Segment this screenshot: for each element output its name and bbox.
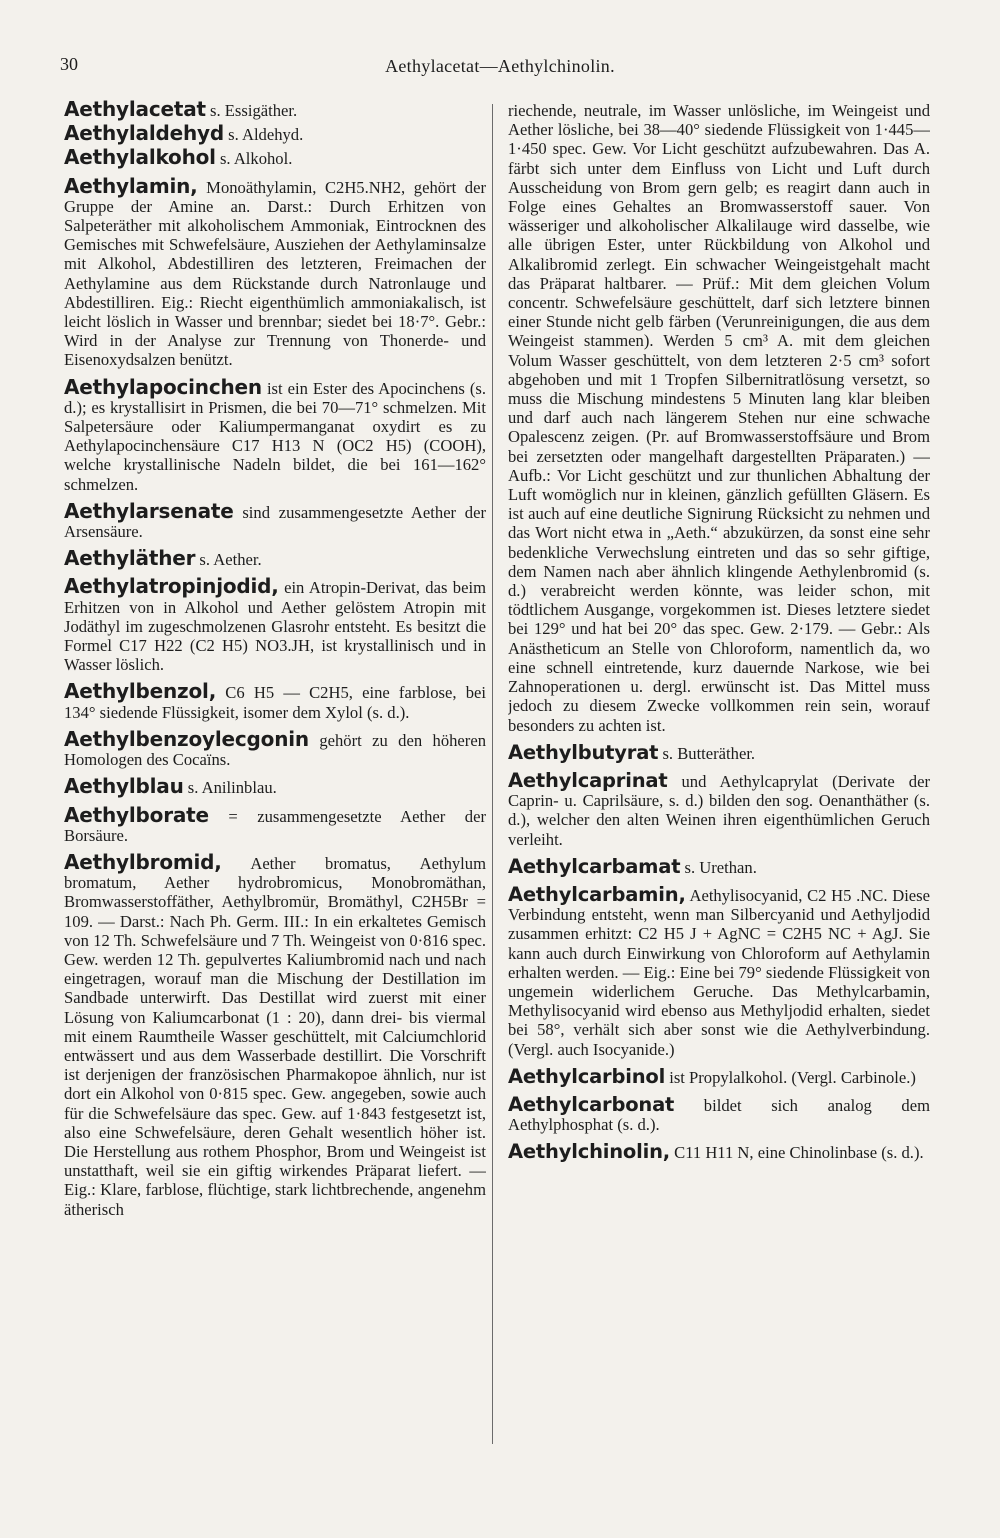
entry-text: ist ein Ester des Apocinchens (s. d.); es krystallisirt in Prismen, die bei 70—71° schmelzen. Mit Salpetersäure oder Kaliumpermanganat oxydirt es zu Aethylapocinchensäure C17 H13 N (OC2 H5) (COOH), welche krystallinische Nadeln bildet, die bei 161—162° schmelzen.	[64, 378, 486, 494]
entry	[64, 121, 486, 146]
entry-headword: Aethylcarbamat	[508, 854, 681, 878]
entry-headword: Aethylbenzoylecgonin	[64, 726, 309, 751]
entry-text: Aether bromatus, Aethylum bromatum, Aether hydrobromicus, Monobromäthan, Bromwasserstoffäther, Aethylbromür, Bromäthyl, C2H5Br = 109. — Darst.: Nach Ph. Germ. III.: In ein erkaltetes Gemisch von 12 Th. Schwefelsäure und 7 Th. Weingeist von 0·816 spec. Gew. werden 12 Th. gepulvertes Kaliumbromid nach und nach eingetragen, worauf man die Mischung der Destillation im Sandbade unterwirft. Das Destillat wird zuerst mit einer Lösung von Kaliumcarbonat (1 : 20), dann drei- bis viermal mit einem Raumtheile Wasser geschüttelt, mit Calciumchlorid entwässert und aus dem Wasserbade destillirt. Die Vorschrift ist derjenigen der französischen Pharmakopoe ähnlich, nur ist dort ein Alkohol von 0·815 spec. Gew. angegeben, sowie auch für die Schwefelsäure das spec. Gew. auf 1·843 festgesetzt ist, also eine Schwefelsäure, deren Gehalt wesentlich höher ist. Die Herstellung aus rothem Phosphor, Brom und Weingeist ist unstatthaft, weil sie ein giftig wirkendes Präparat liefert. — Eig.: Klare, farblose, flüchtige, stark lichtbrechende, angenehm ätherisch	[64, 853, 486, 1219]
entry	[64, 849, 486, 1219]
entry-headword: Aethylcarbinol	[508, 1064, 666, 1088]
entry-text: sind zusammengesetzte Aether der Arsensäure.	[64, 502, 486, 542]
entry	[64, 802, 486, 845]
entry-text: s. Anilinblau.	[183, 778, 277, 798]
entry-text: bildet sich analog dem Aethylphosphat (s. d.).	[508, 1095, 930, 1135]
entry-headword: Aethylchinolin,	[508, 1140, 670, 1164]
entry-headword: Aethylamin,	[64, 173, 198, 198]
entry-headword: Aethylaldehyd	[64, 121, 224, 146]
entry-text: gehört zu den höheren Homologen des Cocaïns.	[64, 730, 486, 770]
entry	[64, 374, 486, 494]
entry-text: ist Propylalkohol. (Vergl. Carbinole.)	[665, 1067, 916, 1087]
entry	[64, 546, 486, 571]
entry-text: Aethylisocyanid, C2 H5 .NC. Diese Verbindung entsteht, wenn man Silbercyanid und Aethyljodid zusammen erhitzt: C2 H5 J + AgNC = C2H5 NC + AgJ. Sie kann auch durch Einwirkung von Chloroform auf Aethylamin erhalten werden. — Eig.: Eine bei 79° siedende Flüssigkeit von ungemein widerlichem Geruche. Das Methylcarbamin, Methylisocyanid wird ebenso aus Methyljodid erhalten, siedet bei 58°, verhält sich aber sonst wie die Aethylverbindung. (Vergl. auch Isocyanide.)	[508, 885, 930, 1059]
entry	[508, 854, 930, 878]
entry-headword: Aethylbenzol,	[64, 679, 217, 704]
entry	[508, 740, 930, 764]
entry	[64, 100, 486, 120]
entry-headword: Aethyläther	[64, 546, 196, 571]
running-head: Aethylacetat—Aethylchinolin.	[385, 56, 615, 76]
left-column	[64, 100, 486, 1500]
entry-text: s. Aether.	[195, 550, 262, 570]
entry-headword: Aethylapocinchen	[64, 374, 262, 399]
entry-text: = zusammengesetzte Aether der Borsäure.	[64, 806, 486, 845]
entry-headword: Aethylacetat	[64, 100, 206, 121]
entry-headword: Aethylblau	[64, 774, 184, 799]
entry-text: und Aethylcaprylat (Derivate der Caprin- u. Caprilsäure, s. d.) bilden den sog. Oenanthäther (s. d.), welcher den alten Weinen ihren eigenthümlichen Geruch verleiht.	[508, 771, 930, 849]
entry-headword: Aethylcaprinat	[508, 768, 668, 792]
entry-text: C6 H5 — C2H5, eine farblose, bei 134° siedende Flüssigkeit, isomer dem Xylol (s. d.).	[64, 683, 486, 722]
entry	[64, 173, 486, 370]
entry	[508, 1142, 930, 1162]
page-number: 30	[60, 54, 78, 74]
entry	[64, 498, 486, 542]
entry-text: s. Butteräther.	[658, 743, 756, 763]
entry-headword: Aethylbutyrat	[508, 740, 659, 764]
entry-text: riechende, neutrale, im Wasser unlösliche, im Weingeist und Aether lösliche, bei 38—40° siedende Flüssigkeit von 1·445—1·450 spec. Gew. Vor Licht geschützt aufzubewahren. Das A. färbt sich unter dem Einfluss von Licht und Luft durch Ausscheidung von Brom gern gelb; es reagirt dann auch in Folge eines Gehaltes an Bromwasserstoff sauer. Von wässeriger und alkoholischer Alkalilauge wird dasselbe, wie alle übrigen Ester, unter Rückbildung von Alkohol und Alkalibromid zerlegt. Ein schwacher Weingeistgehalt macht das Präparat haltbarer. — Prüf.: Mit dem gleichen Volum concentr. Schwefelsäure geschüttelt, darf sich letztere binnen einer Stunde nicht gelb färben (Verunreinigungen, die aus dem Weingeist stammen). Werden 5 cm³ A. mit dem gleichen Volum Wasser geschüttelt, von dem letzteren 2·5 cm³ sofort abgehoben und mit 1 Tropfen Silbernitratlösung versetzt, so muss die Mischung mindestens 5 Minuten lang klar bleiben und darf auch nach längerem Stehen nur eine schwache Opalescenz zeigen. (Pr. auf Bromwasserstoffsäure und Brom bei zersetzten oder mangelhaft dargestellten Präparaten.) — Aufb.: Vor Licht geschützt und zur thunlichen Abhaltung der Luft womöglich nur in kleinen, gänzlich gefüllten Gläsern. Es ist auch auf eine deutliche Signirung Rücksicht zu nehmen und das Wort nicht etwa in „Aeth.“ abzukürzen, da sonst eine sehr bedenkliche Verwechslung eintreten und das so sehr giftige, dem Namen nach aber ähnlich klingende Aethylenbromid (s. d.) verabreicht werden könnte, was leider schon, mit tödtlichem Ausgange, vorgekommen ist. Dieses letztere siedet bei 129° und hat bei 20° das spec. Gew. 2·179. — Gebr.: Als Anästheticum an Stelle von Chloroform, namentlich da, wo eine schnell eintretende, kurz dauernde Narkose, wie bei Zahnoperationen u. dergl. erwünscht ist. Das Mittel muss jedoch zu diesem Zwecke vollkommen rein sein, worauf besonders zu achten ist.	[508, 101, 930, 735]
page-header	[0, 50, 1000, 82]
column-divider	[492, 104, 493, 1444]
entry-text: s. Urethan.	[680, 857, 757, 877]
entry-headword: Aethylarsenate	[64, 498, 234, 523]
entry-text: Monoäthylamin, C2H5.NH2, gehört der Gruppe der Amine an. Darst.: Durch Erhitzen von Salpeteräther mit alkoholischem Ammoniak, Eintrocknen des Gemisches mit Schwefelsäure, Ausziehen der Aethylaminsalze mit Alkohol, Abdestilliren des letzteren, Freimachen der Aethylamine aus dem Rückstande durch Natronlauge und Abdestilliren. Eig.: Riecht eigenthümlich ammoniakalisch, ist leicht löslich in Wasser und brennbar; siedet bei 18·7°. Gebr.: Wird in der Analyse zur Trennung von Thonerde- und Eisenoxydsalzen benützt.	[64, 177, 486, 370]
right-column	[508, 100, 930, 1500]
entry	[64, 774, 486, 799]
entry-headword: Aethylcarbonat	[508, 1092, 675, 1116]
entry-headword: Aethylbromid,	[64, 849, 222, 874]
entry-text: C11 H11 N, eine Chinolinbase (s. d.).	[669, 1143, 924, 1163]
entry-headword: Aethylatropinjodid,	[64, 574, 279, 599]
entry	[64, 726, 486, 770]
entry	[508, 882, 930, 1059]
entry	[508, 768, 930, 849]
entry	[508, 1092, 930, 1135]
entry-text: s. Alkohol.	[215, 149, 293, 169]
entry	[64, 679, 486, 722]
entry-text: ein Atropin-Derivat, das beim Erhitzen von in Alkohol und Aether gelöstem Atropin mit Jodäthyl im zugeschmolzenen Glasrohr entsteht. Es besitzt die Formel C17 H22 (C2 H5) NO3.JH, ist krystallinisch und in Wasser löslich.	[64, 578, 486, 675]
entry-continuation	[508, 100, 930, 735]
entry	[508, 1064, 930, 1088]
entry-headword: Aethylborate	[64, 802, 209, 827]
entry-text: s. Essigäther.	[205, 101, 298, 120]
entry-text: s. Aldehyd.	[223, 125, 304, 145]
entry-headword: Aethylcarbamin,	[508, 882, 686, 906]
entry-headword: Aethylalkohol	[64, 145, 216, 170]
entry	[64, 145, 486, 170]
entry	[64, 574, 486, 675]
